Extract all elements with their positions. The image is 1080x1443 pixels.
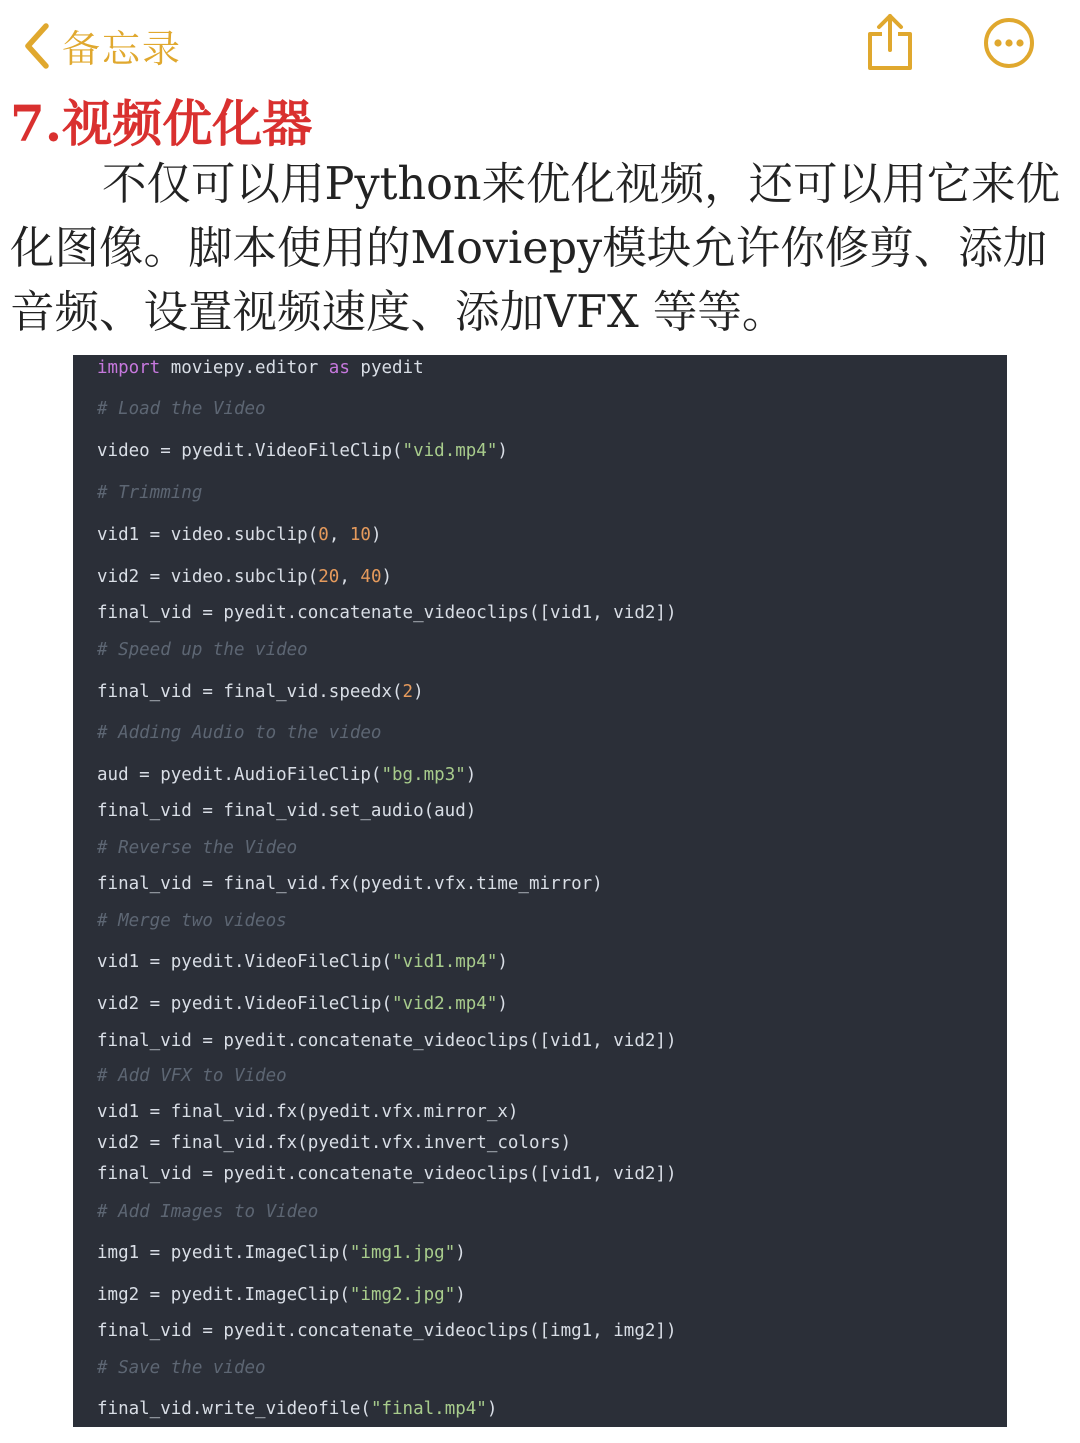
- code-token: "img1.jpg": [349, 1243, 456, 1263]
- code-line: [97, 873, 603, 895]
- code-token: final_vid = pyedit.concatenate_videoclips([vid1, vid2]): [97, 603, 677, 623]
- code-token: # Add Images to Video: [97, 1202, 319, 1222]
- code-line: [97, 993, 508, 1015]
- code-token: final_vid = final_vid.speedx(: [97, 682, 403, 702]
- code-token: "img2.jpg": [349, 1285, 456, 1305]
- code-line: [97, 1284, 466, 1306]
- code-comment-line: [97, 1201, 318, 1223]
- code-token: "bg.mp3": [381, 765, 466, 785]
- note-title: 7.视频优化器: [10, 94, 313, 153]
- code-token: ,: [339, 567, 361, 587]
- code-token: "vid.mp4": [402, 441, 498, 461]
- code-line: [97, 1242, 466, 1264]
- code-token: ): [486, 1399, 498, 1419]
- code-token: ): [497, 952, 508, 972]
- code-token: img2 = pyedit.ImageClip(: [97, 1285, 350, 1305]
- code-token: vid1 = video.subclip(: [97, 525, 319, 545]
- code-token: ): [497, 441, 508, 461]
- code-token: # Reverse the Video: [97, 838, 298, 858]
- code-line: [97, 357, 424, 379]
- back-label: 备忘录: [62, 27, 183, 71]
- code-token: final_vid = final_vid.set_audio(aud): [97, 801, 477, 821]
- code-token: # Adding Audio to the video: [97, 723, 382, 743]
- code-token: vid2 = final_vid.fx(pyedit.vfx.invert_colors): [97, 1133, 572, 1153]
- chevron-left-icon: [22, 21, 52, 71]
- code-token: # Merge two videos: [97, 911, 287, 931]
- code-comment-line: [97, 1357, 266, 1379]
- code-token: ): [465, 765, 477, 785]
- code-token: vid1 = final_vid.fx(pyedit.vfx.mirror_x): [97, 1102, 519, 1122]
- code-token: # Load the Video: [97, 399, 266, 419]
- code-line: [97, 951, 508, 973]
- code-comment-line: [97, 722, 381, 744]
- code-line: [97, 602, 676, 624]
- code-token: # Save the video: [97, 1358, 266, 1378]
- code-line: [97, 1101, 518, 1123]
- code-token: ): [455, 1285, 466, 1305]
- code-token: vid1 = pyedit.VideoFileClip(: [97, 952, 393, 972]
- code-line: [97, 524, 382, 546]
- share-button[interactable]: [864, 10, 916, 76]
- code-token: ): [413, 682, 424, 702]
- code-token: # Trimming: [97, 483, 203, 503]
- code-token: final_vid.write_videofile(: [97, 1399, 371, 1419]
- code-line: [97, 1030, 676, 1052]
- code-line: [97, 1132, 571, 1154]
- code-token: aud = pyedit.AudioFileClip(: [97, 765, 382, 785]
- code-token: 40: [360, 567, 382, 587]
- code-comment-line: [97, 1065, 287, 1087]
- code-token: 10: [349, 525, 371, 545]
- code-token: 20: [318, 567, 340, 587]
- more-icon: [982, 16, 1036, 70]
- code-token: moviepy.editor: [160, 358, 329, 378]
- code-token: import: [97, 358, 161, 378]
- share-icon: [864, 10, 916, 72]
- code-comment-line: [97, 910, 287, 932]
- code-token: ): [381, 567, 393, 587]
- code-line: [97, 764, 476, 786]
- code-token: pyedit: [349, 358, 424, 378]
- code-comment-line: [97, 482, 202, 504]
- code-token: video = pyedit.VideoFileClip(: [97, 441, 403, 461]
- code-token: vid2 = pyedit.VideoFileClip(: [97, 994, 393, 1014]
- code-line: [97, 681, 424, 703]
- code-token: "vid1.mp4": [392, 952, 498, 972]
- code-token: "final.mp4": [370, 1399, 487, 1419]
- code-token: ): [370, 525, 382, 545]
- code-token: img1 = pyedit.ImageClip(: [97, 1243, 350, 1263]
- code-token: ): [497, 994, 508, 1014]
- code-token: # Add VFX to Video: [97, 1066, 287, 1086]
- back-button[interactable]: [22, 18, 182, 73]
- code-token: ): [455, 1243, 466, 1263]
- code-comment-line: [97, 837, 297, 859]
- code-token: final_vid = pyedit.concatenate_videoclips([vid1, vid2]): [97, 1031, 677, 1051]
- navigation-bar: [0, 0, 1080, 90]
- code-token: "vid2.mp4": [392, 994, 498, 1014]
- code-line: [97, 440, 508, 462]
- code-line: [97, 1320, 676, 1342]
- code-token: final_vid = pyedit.concatenate_videoclips([img1, img2]): [97, 1321, 677, 1341]
- more-button[interactable]: [982, 16, 1036, 74]
- code-token: vid2 = video.subclip(: [97, 567, 319, 587]
- code-token: 0: [318, 525, 329, 545]
- code-comment-line: [97, 639, 308, 661]
- note-paragraph: 不仅可以用Python来优化视频，还可以用它来优化图像。脚本使用的Moviepy模块允许你修剪、添加音频、设置视频速度、添加VFX 等等。: [10, 159, 1061, 338]
- code-line: [97, 1398, 497, 1420]
- code-token: # Speed up the video: [97, 640, 308, 660]
- code-token: final_vid = final_vid.fx(pyedit.vfx.time_mirror): [97, 874, 603, 894]
- code-token: final_vid = pyedit.concatenate_videoclips([vid1, vid2]): [97, 1164, 677, 1184]
- code-comment-line: [97, 398, 266, 420]
- code-token: 2: [402, 682, 414, 702]
- code-token: as: [328, 358, 350, 378]
- code-screenshot: [73, 355, 1007, 1427]
- code-line: [97, 1163, 676, 1185]
- code-token: ,: [328, 525, 350, 545]
- code-line: [97, 566, 392, 588]
- code-line: [97, 800, 476, 822]
